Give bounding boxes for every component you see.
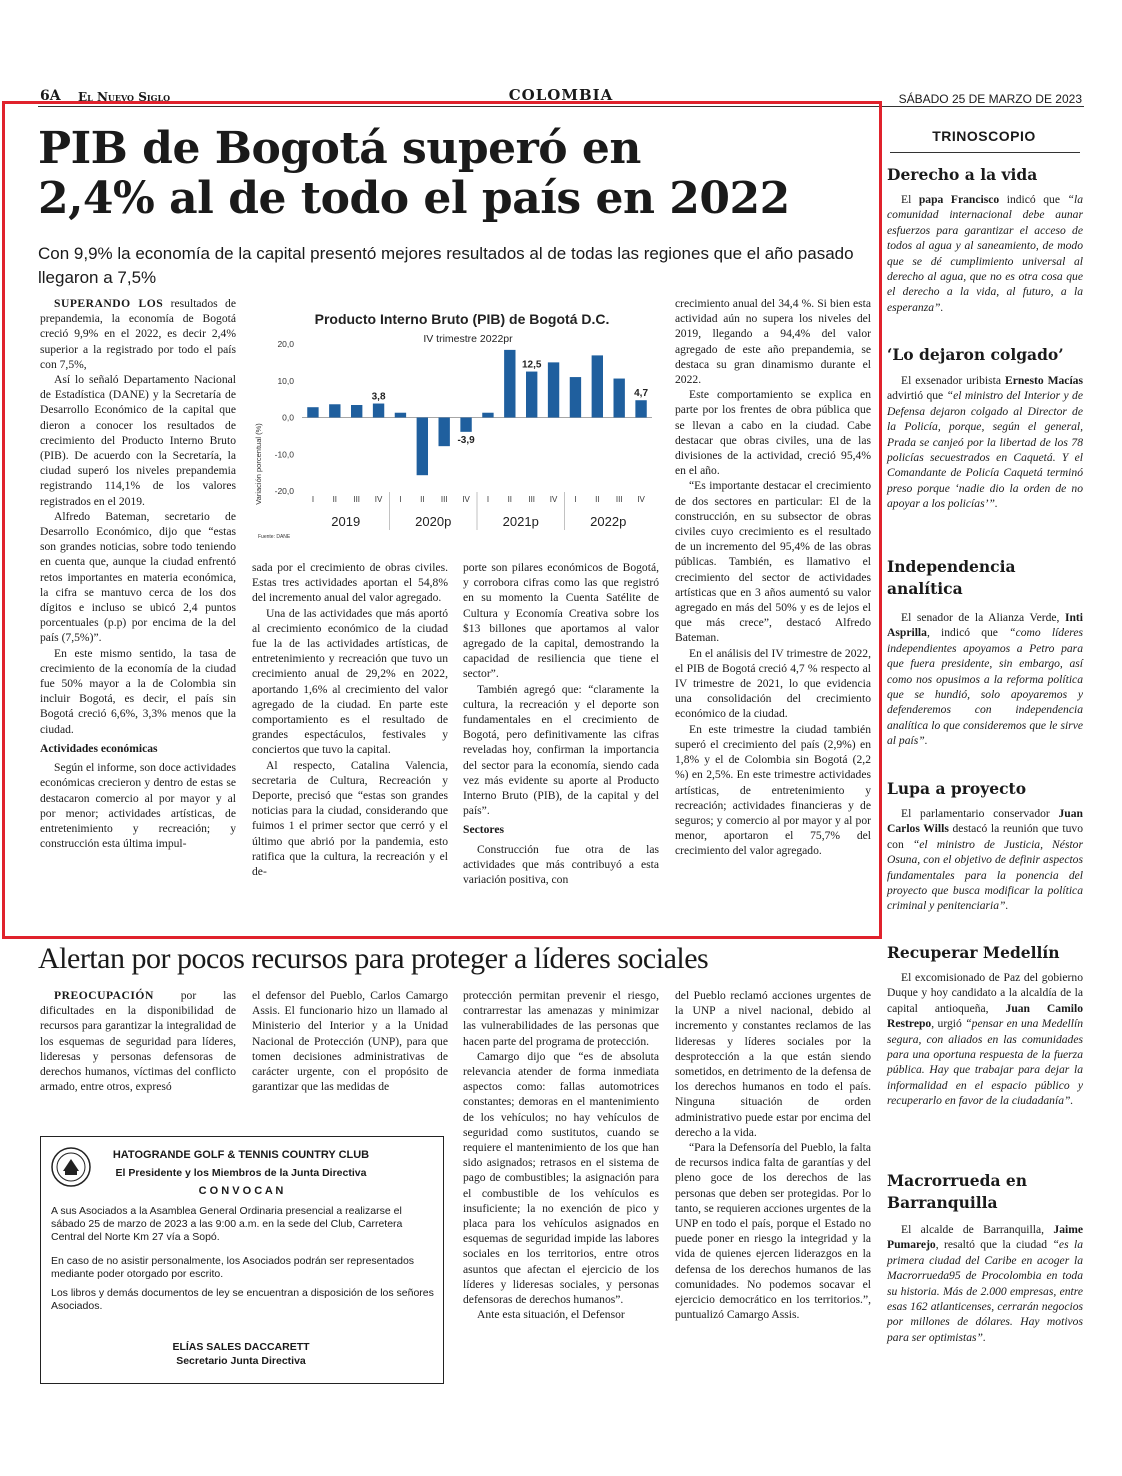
chart-source: Fuente: DANE xyxy=(258,534,291,540)
x-tick-label: III xyxy=(353,495,361,504)
x-tick-label: II xyxy=(507,495,513,504)
x-tick-label: I xyxy=(399,495,402,504)
sidebar-heading: Recuperar Medellín xyxy=(887,943,1060,962)
paragraph: “Es importante destacar el crecimiento de dos sectores en particular: El de la construcción, en su subsector de obras civiles cuyo crecimiento es el resultado de un incremento del 95,4% de las obras públicas. También, es llamativo el crecimiento del sector de actividades artísticas que en 3 años aumentó su valor agregado en más del 50% y es de lejos el que más crece”, destacó Alfredo Bateman. xyxy=(675,479,871,645)
chart-y-axis-label: Variación porcentual (%) xyxy=(254,423,263,505)
x-year-label: 2022p xyxy=(590,514,627,529)
paragraph: En este mismo sentido, la tasa de crecimiento de la economía de la ciudad fue 50% mayor a la de Colombia sin incluir Bogotá, es decir, el país sin Bogotá creció 6,6%, 3,3% menos que la ciudad. xyxy=(40,646,236,736)
x-tick-label: IV xyxy=(374,495,383,504)
subheading: Sectores xyxy=(463,823,504,837)
issue-date: SÁBADO 25 DE MARZO DE 2023 xyxy=(898,92,1082,106)
sidebar-heading: Lupa a proyecto xyxy=(887,779,1027,798)
ad-paragraph: A sus Asociados a la Asamblea General Ordinaria presencial a realizarse el sábado 25 de marzo de 2023 a las 9:00 a.m. en la sede del Club, Carretera Central del Norte Km 27 vía a Sopó. xyxy=(51,1205,403,1243)
x-tick-label: III xyxy=(528,495,536,504)
highlight-frame xyxy=(2,101,882,939)
sidebar-rule xyxy=(890,152,1080,153)
x-tick-label: I xyxy=(486,495,490,504)
sidebar-item: El exsenador uribista Ernesto Macías advirtió que “el ministro del Interior y de Defensa dejaron colgado al Director de la Policía, porque, según el general, Prada se canjeó por la libertad de los 78 policías secuestrados en Caquetá. Y el Comandante de Policía Caquetá terminó preso porque ‘nadie dio la orden de no apoyar a los policías’”. xyxy=(887,374,1083,511)
section-name: COLOMBIA xyxy=(508,86,614,104)
chart-title: Producto Interno Bruto (PIB) de Bogotá D.C. xyxy=(314,311,610,327)
data-label: 3,8 xyxy=(371,391,386,403)
ad-club-name: HATOGRANDE GOLF & TENNIS COUNTRY CLUB xyxy=(112,1149,370,1161)
paragraph: Así lo señaló Departamento Nacional de Estadística (DANE) y la Secretaría de Desarrollo Económico de la capital que dieron a conocer los resultados de crecimiento del Producto Interno Bruto (PIB). De acuerdo con la Secretaría, la ciudad superó los niveles prepandemia registrando 114,1% de los valores registrados en el 2019. xyxy=(40,373,236,508)
sidebar-heading: Macrorrueda en Barranquilla xyxy=(887,1171,1028,1212)
x-year-label: 2020p xyxy=(415,514,452,529)
x-tick-label: IV xyxy=(462,495,470,504)
data-label: 12,5 xyxy=(521,359,542,371)
paragraph: Según el informe, son doce actividades económicas crecieron y dentro de estas se destacaron comercio al por mayor y al por menor; actividades artísticas, de entretenimiento y recreación; y construcción esta última impul- xyxy=(40,761,236,851)
paragraph: Construcción fue otra de las actividades que más contribuyó a esta variación positiva, con xyxy=(463,842,659,887)
data-label: 4,7 xyxy=(634,388,649,400)
chart-subtitle: IV trimestre 2022pr xyxy=(423,333,513,345)
sidebar-heading: ‘Lo dejaron colgado’ xyxy=(887,345,1064,364)
x-tick-label: I xyxy=(574,495,577,504)
paragraph: sada por el crecimiento de obras civiles. Estas tres actividades aportan el 54,8% del incremento anual del valor agregado. xyxy=(252,561,448,605)
subheading: Actividades económicas xyxy=(40,741,158,755)
x-tick-label: II xyxy=(332,495,338,504)
sidebar-item: El senador de la Alianza Verde, Inti Asprilla, indicó que “como líderes independientes apoyamos a Petro para que fuera presidente, sin embargo, así como nos opusimos a la reforma política que se hundió, solo apoyaremos y defenderemos con independencia analítica lo que consideremos que le sirve al país”. xyxy=(887,611,1083,748)
paragraph: Una de las actividades que más aportó al crecimiento económico de la ciudad fue la de las actividades artísticas, de entretenimiento y recreación que tuvo un crecimiento anual de 29,2% en 2022, aportando 1,6% al crecimiento del valor agregado de la ciudad. En parte este comportamiento es el resultado de grandes espectáculos, festivales y conciertos que tuvo la capital. xyxy=(252,606,448,757)
paragraph: Al respecto, Catalina Valencia, secretaria de Cultura, Recreación y Deporte, precisó que “estas son grandes noticias para la ciudad, considerando que fuimos 1 el primer sector que cerró y el último que abrió por la pandemia, esto ratifica que la cultura, la recreación y el de- xyxy=(252,758,448,879)
y-tick-label: 10,0 xyxy=(277,375,294,386)
club-notice-ad xyxy=(40,1136,444,1384)
x-tick-label: III xyxy=(440,495,448,504)
lead-text: resultados de prepandemia, la economía de Bogotá creció 9,9% en el 2022, es decir 2,4% superior a la registrado por todo el país con 7,5%, xyxy=(40,297,237,371)
sidebar-title: TRINOSCOPIO xyxy=(932,128,1036,144)
x-tick-label: IV xyxy=(549,495,558,504)
sidebar-item: El parlamentario conservador Juan Carlos Wills destacó la reunión que tuvo con “el ministro de Justicia, Néstor Osuna, con el objetivo de definir aspectos fundamentales para la ponencia del proyecto que busca modificar la política criminal y penitenciaria”. xyxy=(887,807,1083,913)
x-tick-label: III xyxy=(615,495,623,504)
sidebar-item: El alcalde de Barranquilla, Jaime Pumarejo, resaltó que la ciudad “es la primera ciudad del Caribe en acoger la Macrorrueda95 de Procolombia en toda su historia. Más de 2.000 empresas, entre esas 162 atlanticenses, cerrarán negocios por millones de dólares. Hay motivos para ser optimistas”. xyxy=(887,1223,1084,1344)
article-deck: Con 9,9% la economía de la capital presentó mejores resultados al de todas las regiones que el año pasado llegaron a 7,5% xyxy=(38,244,854,287)
data-label: -3,9 xyxy=(457,434,475,446)
paragraph: crecimiento anual del 34,4 %. Si bien esta actividad aún no supera los niveles del 2019, llegando a 94,4% del valor agregado de este año prepandemia, se destaca su gran dinamismo durante el 2022. xyxy=(675,297,871,387)
y-tick-label: -20,0 xyxy=(274,486,294,496)
ad-paragraph: En caso de no asistir personalmente, los Asociados podrán ser representados mediante poder otorgado por escrito. xyxy=(51,1255,415,1280)
page-number: 6A xyxy=(40,88,61,104)
sidebar-item: El excomisionado de Paz del gobierno Duque y hoy candidato a la alcaldía de la capital antioqueña, Juan Camilo Restrepo, urgió “pensar en una Medellín segura, con aliados en las comunidades para una oportuna respuesta de la fuerza pública. Hay que trabajar para dejar la informalidad en el espacio público y recuperarlo en favor de la ciudadanía”. xyxy=(887,971,1083,1108)
y-tick-label: 0,0 xyxy=(282,412,294,423)
lead-caps: SUPERANDO LOS xyxy=(54,297,164,310)
x-year-label: 2021p xyxy=(502,514,539,529)
x-year-label: 2019 xyxy=(331,514,361,529)
article-2-column-2: el defensor del Pueblo, Carlos Camargo Assis. El funcionario hizo un llamado al Ministerio del Interior y a la Unidad Nacional de Protección (UNP), para que tomen decisiones administrativas de carácter urgente, con el propósito de garantizar que las medidas de xyxy=(252,989,448,1094)
paragraph: Este comportamiento se explica en parte por los frentes de obra pública que se llevan a cabo en la ciudad. Cabe destacar que obras civiles, una de las divisiones de la actividad, creció 95,4% en el año. xyxy=(675,388,871,478)
y-tick-label: 20,0 xyxy=(277,339,294,349)
ad-signer: ELÍAS SALES DACCARETT xyxy=(172,1341,310,1353)
paragraph: Alfredo Bateman, secretario de Desarrollo Económico, dijo que “estas son grandes noticias, sobre todo teniendo en cuenta que, aunque la ciudad enfrentó retos importantes en materia económica, la cifra se mantuvo cerca de los dos dígitos e incluso se ubicó 2,4 puntos porcentuales (p.p) por encima de la del país (7,5%)”. xyxy=(40,509,236,645)
sidebar-heading: Independencia analítica xyxy=(887,557,1016,598)
paragraph: En el análisis del IV trimestre de 2022, el PIB de Bogotá creció 4,7 % respecto al IV trimestre de 2021, lo que evidencia una consolidación del crecimiento económico de la ciudad. xyxy=(675,646,871,721)
sidebar-heading: Derecho a la vida xyxy=(887,165,1038,184)
article-2-column-3: protección permitan prevenir el riesgo, contrarrestar las amenazas y minimizar las vulnerabilidades de las personas que hacen parte del programa de protección. Camargo dijo que “es de absoluta relevancia atender de forma inmediata aspectos como: fallas automotrices constantes; demoras en el mantenimiento de los vehículos; no hay vehículos de seguridad como sustitutos, cuando se requiere el mantenimiento de los que han sido asignados; retrasos en el sistema de pago de combustibles; la asignación para el combustible de los vehículos es insuficiente; la no exención de pico y placa para los vehículos asignados en esquemas de seguridad impide las labores sociales en los territorios, entre otros asuntos que afectan el ejercicio de los líderes y lideresas sociales, y personas defensoras de derechos humanos”. Ante esta situación, el Defensor xyxy=(463,989,659,1322)
article-2-column-1: PREOCUPACIÓN por las dificultades en la disponibilidad de recursos para garantizar la integralidad de los esquemas de seguridad para líderes, lideresas y personas defensoras de derechos humanos, víctimas del conflicto armado, entre otros, expresó xyxy=(40,989,236,1094)
ad-signer-role: Secretario Junta Directiva xyxy=(176,1355,306,1367)
paragraph: porte son pilares económicos de Bogotá, y corrobora cifras como las que registró en su momento la Cuenta Satélite de Cultura y Economía Creativa sobre los $13 billones que aportamos al valor agregado de la capital, demostrando la capacidad de resiliencia que tiene el sector”. xyxy=(463,561,659,681)
headline-line-1: PIB de Bogotá superó en xyxy=(38,123,641,174)
ad-convocan: C O N V O C A N xyxy=(198,1185,284,1197)
article-2-headline: Alertan por pocos recursos para proteger a líderes sociales xyxy=(38,942,709,975)
paragraph: También agregó que: “claramente la cultura, la recreación y el deporte son fundamentales en el crecimiento de Bogotá, pero definitivamente las cifras reveladas hoy, confirman la importancia del sector para la economía, siendo cada vez más evidente su aporte al Producto Interno Bruto (PIB), de la capital y del país”. xyxy=(463,682,659,818)
sidebar-item: El papa Francisco indicó que “la comunidad internacional debe aunar esfuerzos para garantizar el acceso de todos al agua y al saneamiento, de modo que se dé cumplimiento universal al derecho al agua, que no es otra cosa que el derecho a la vida, al futuro, a la esperanza”. xyxy=(887,193,1084,314)
article-2-column-4: del Pueblo reclamó acciones urgentes de la UNP a nivel nacional, debido al incremento y constantes reclamos de las lideresas y líderes sociales por la desprotección a la que están siendo sometidos, en detrimento de la defensa de los derechos humanos en todo el país. Ninguna situación de orden administrativo puede estar por encima del derecho a la vida. “Para la Defensoría del Pueblo, la falta de recursos indica falta de garantías y del pleno goce de los derechos de las personas que deben ser protegidas. Por lo tanto, se requieren acciones urgentes de la UNP en todo el país, porque el Estado no puede poner en riesgo la integridad y la vida de quienes ejercen liderazgos en la defensa de los derechos humanos de las comunidades. No podemos socavar el ejercicio democrático en los territorios.”, puntualizó Camargo Assis. xyxy=(675,989,871,1322)
y-tick-label: -10,0 xyxy=(274,449,294,460)
x-tick-label: II xyxy=(595,495,600,504)
paragraph: En este trimestre la ciudad también superó el crecimiento del país (2,9%) en 1,8% y el de Colombia sin Bogotá (2,2 %) en 2,5%. En este trimestre actividades artísticas, de entretenimiento y recreación; actividades financieras y de seguros; y comercio al por mayor y al por menor, aportaron el 75,7% del crecimiento del valor agregado. xyxy=(675,722,871,858)
ad-paragraph: Los libros y demás documentos de ley se encuentran a disposición de los señores Asociados. xyxy=(51,1287,434,1312)
headline-line-2: 2,4% al de todo el país en 2022 xyxy=(38,173,790,224)
x-tick-label: I xyxy=(311,495,315,504)
x-tick-label: IV xyxy=(637,495,645,504)
ad-subtitle: El Presidente y los Miembros de la Junta Directiva xyxy=(115,1167,367,1179)
x-tick-label: II xyxy=(420,495,425,504)
newspaper-name: El Nuevo Siglo xyxy=(78,90,171,104)
